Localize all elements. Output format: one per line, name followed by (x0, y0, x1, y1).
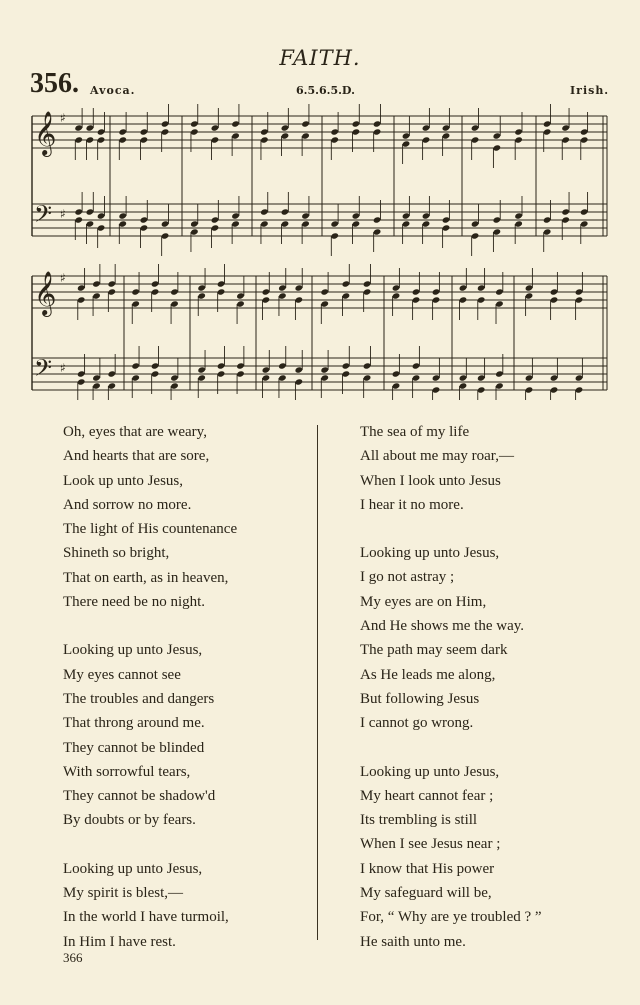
lyric-line: They cannot be shadow'd (63, 788, 216, 805)
lyrics-column-left (63, 420, 237, 978)
lyric-line: My eyes cannot see (63, 666, 181, 683)
lyrics-column-right (360, 420, 542, 978)
page-title: FAITH. (279, 46, 361, 70)
lyric-line: My heart cannot fear ; (360, 787, 494, 804)
lyric-line: All about me may roar,— (360, 448, 514, 465)
lyric-line: Looking up unto Jesus, (63, 860, 203, 877)
lyric-line: The troubles and dangers (63, 690, 215, 707)
stanza (360, 541, 542, 735)
meter: 6.5.6.5.D. (296, 84, 355, 97)
lyric-line: He saith unto me. (360, 933, 466, 950)
svg-text:𝄞: 𝄞 (34, 111, 57, 155)
stanza (360, 420, 542, 517)
lyric-line: By doubts or by fears. (63, 812, 196, 829)
svg-text:♯: ♯ (60, 111, 66, 125)
lyric-line: Shineth so bright, (63, 545, 170, 562)
svg-text:♯: ♯ (60, 207, 66, 221)
lyric-line: That on earth, as in heaven, (63, 569, 229, 586)
stanza (63, 638, 237, 832)
svg-text:𝄢: 𝄢 (34, 200, 53, 233)
lyric-line: I cannot go wrong. (360, 715, 474, 732)
hymn-number: 356. (30, 68, 79, 99)
lyric-line: The path may seem dark (360, 642, 508, 659)
column-divider (317, 425, 318, 940)
music-score-icon (0, 0, 640, 400)
lyric-line: In Him I have rest. (63, 933, 176, 950)
lyric-line: And sorrow no more. (63, 496, 192, 513)
lyric-line: But following Jesus (360, 690, 480, 707)
lyric-line: As He leads me along, (360, 666, 496, 683)
lyric-line: There need be no night. (63, 594, 206, 611)
svg-text:𝄢: 𝄢 (34, 354, 53, 387)
svg-text:♯: ♯ (60, 361, 66, 375)
lyric-line: Looking up unto Jesus, (360, 763, 500, 780)
lyric-line: Oh, eyes that are weary, (63, 424, 207, 440)
lyric-line: When I look unto Jesus (360, 472, 501, 489)
lyric-line: And hearts that are sore, (63, 448, 210, 465)
lyric-line: My safeguard will be, (360, 885, 492, 902)
lyric-line: Looking up unto Jesus, (63, 642, 203, 659)
lyric-line: Looking up unto Jesus, (360, 545, 500, 562)
lyric-line: I hear it no more. (360, 496, 464, 513)
tune-name: Avoca. (90, 84, 136, 97)
lyric-line: My eyes are on Him, (360, 593, 487, 610)
lyric-line: I go not astray ; (360, 569, 455, 586)
lyric-line: Its trembling is still (360, 812, 478, 829)
lyric-line: And He shows me the way. (360, 618, 524, 635)
lyric-line: That throng around me. (63, 715, 205, 732)
lyric-line: My spirit is blest,— (63, 885, 184, 902)
tune-source: Irish. (570, 84, 610, 97)
lyric-line: The light of His countenance (63, 521, 238, 538)
svg-text:𝄞: 𝄞 (34, 271, 57, 315)
lyric-line: With sorrowful tears, (63, 763, 191, 780)
page-number: 366 (63, 950, 83, 965)
lyric-line: I know that His power (360, 860, 495, 877)
lyric-line: When I see Jesus near ; (360, 836, 501, 853)
lyric-line: They cannot be blinded (63, 739, 205, 756)
lyric-line: Look up unto Jesus, (63, 472, 183, 489)
svg-text:♯: ♯ (60, 271, 66, 285)
stanza (360, 760, 542, 954)
lyric-line: In the world I have turmoil, (63, 909, 229, 926)
stanza (63, 420, 237, 614)
stanza (63, 857, 237, 954)
lyric-line: The sea of my life (360, 424, 470, 440)
lyric-line: For, “ Why are ye troubled ? ” (360, 909, 542, 926)
